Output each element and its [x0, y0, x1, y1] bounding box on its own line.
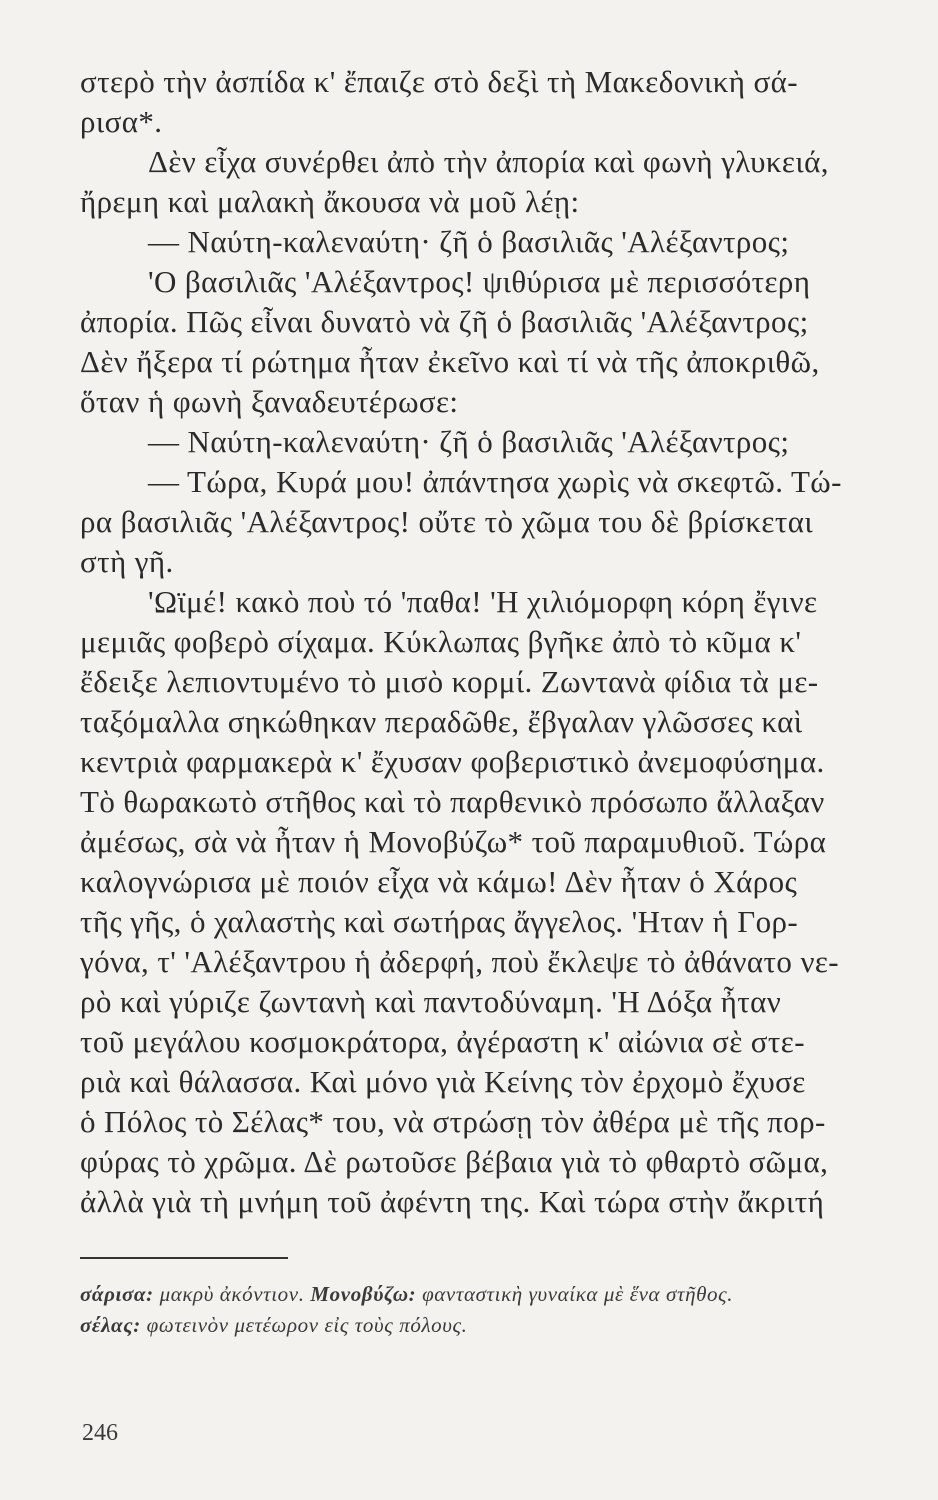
text-line: ρα βασιλιᾶς 'Αλέξαντρος! οὔτε τὸ χῶμα του δὲ βρίσκεται	[80, 504, 814, 539]
footnote-text: φωτεινὸν μετέωρον εἰς τοὺς πόλους.	[140, 1313, 468, 1337]
text-line: φύρας τὸ χρῶμα. Δὲ ρωτοῦσε βέβαια γιὰ τὸ φθαρτὸ σῶμα,	[80, 1144, 829, 1179]
text-line: ἤρεμη καὶ μαλακὴ ἄκουσα νὰ μοῦ λέῃ:	[80, 184, 580, 219]
text-line: Τὸ θωρακωτὸ στῆθος καὶ τὸ παρθενικὸ πρόσωπο ἄλλαξαν	[80, 784, 825, 819]
text-line: Δὲν ἤξερα τί ρώτημα ἦταν ἐκεῖνο καὶ τί νὰ τῆς ἀποκριθῶ,	[80, 344, 820, 379]
text-line: στερὸ τὴν ἀσπίδα κ' ἔπαιζε στὸ δεξὶ τὴ Μακεδονικὴ σά-	[80, 64, 799, 99]
text-line: ἀλλὰ γιὰ τὴ μνήμη τοῦ ἀφέντη της. Καὶ τώρα στὴν ἄκριτή	[80, 1184, 825, 1219]
footnote-term: Μονοβύζω:	[310, 1282, 417, 1306]
text-line: γόνα, τ' 'Αλέξαντρου ἡ ἀδερφή, ποὺ ἔκλεψε τὸ ἀθάνατο νε-	[80, 944, 839, 979]
dialogue-line: — Ναύτη-καλεναύτη· ζῆ ὁ βασιλιᾶς 'Αλέξαντρος;	[148, 424, 790, 459]
text-line: ἀμέσως, σὰ νὰ ἦταν ἡ Μονοβύζω* τοῦ παραμυθιοῦ. Τώρα	[80, 824, 827, 859]
dialogue-line: — Τώρα, Κυρά μου! ἀπάντησα χωρὶς νὰ σκεφτῶ. Τώ-	[148, 464, 842, 499]
footnote-text: μακρὺ ἀκόντιον.	[153, 1282, 311, 1306]
page-number: 246	[82, 1420, 118, 1446]
text-line: ριὰ καὶ θάλασσα. Καὶ μόνο γιὰ Κείνης τὸν ἐρχομὸ ἔχυσε	[80, 1064, 806, 1099]
text-line: Δὲν εἶχα συνέρθει ἀπὸ τὴν ἀπορία καὶ φωνὴ γλυκειά,	[148, 144, 829, 179]
text-line: 'Ο βασιλιᾶς 'Αλέξαντρος! ψιθύρισα μὲ περισσότερη	[148, 264, 811, 299]
footnote-1	[80, 1281, 733, 1307]
footnote-divider	[80, 1257, 288, 1259]
text-line: ὁ Πόλος τὸ Σέλας* του, νὰ στρώσῃ τὸν ἀθέρα μὲ τῆς πορ-	[80, 1104, 826, 1139]
text-line: ὅταν ἡ φωνὴ ξαναδευτέρωσε:	[80, 384, 459, 419]
text-line: ρὸ καὶ γύριζε ζωντανὴ καὶ παντοδύναμη. 'Η Δόξα ἦταν	[80, 984, 782, 1019]
text-line: ρισα*.	[80, 104, 163, 139]
text-line: καλογνώρισα μὲ ποιόν εἶχα νὰ κάμω! Δὲν ἦταν ὁ Χάρος	[80, 864, 798, 899]
footnote-term: σέλας:	[80, 1313, 141, 1337]
text-line: μεμιᾶς φοβερὸ σίχαμα. Κύκλωπας βγῆκε ἀπὸ τὸ κῦμα κ'	[80, 624, 802, 659]
footnote-2	[80, 1312, 467, 1338]
text-line: 'Ωϊμέ! κακὸ ποὺ τό 'παθα! 'Η χιλιόμορφη κόρη ἔγινε	[148, 584, 818, 619]
dialogue-line: — Ναύτη-καλεναύτη· ζῆ ὁ βασιλιᾶς 'Αλέξαντρος;	[148, 224, 790, 259]
text-line: κεντριὰ φαρμακερὰ κ' ἔχυσαν φοβεριστικὸ ἀνεμοφύσημα.	[80, 744, 825, 779]
text-line: ταξόμαλλα σηκώθηκαν περαδῶθε, ἔβγαλαν γλῶσσες καὶ	[80, 704, 803, 739]
text-line: στὴ γῆ.	[80, 544, 174, 579]
text-line: τῆς γῆς, ὁ χαλαστὴς καὶ σωτήρας ἄγγελος. 'Ηταν ἡ Γορ-	[80, 904, 799, 939]
text-line: ἔδειξε λεπιοντυμένο τὸ μισὸ κορμί. Ζωντανὰ φίδια τὰ με-	[80, 664, 819, 699]
footnote-text: φανταστικὴ γυναίκα μὲ ἕνα στῆθος.	[416, 1282, 734, 1306]
text-line: ἀπορία. Πῶς εἶναι δυνατὸ νὰ ζῆ ὁ βασιλιᾶς 'Αλέξαντρος;	[80, 304, 809, 339]
footnote-term: σάρισα:	[80, 1282, 154, 1306]
text-line: τοῦ μεγάλου κοσμοκράτορα, ἀγέραστη κ' αἰώνια σὲ στε-	[80, 1024, 805, 1059]
